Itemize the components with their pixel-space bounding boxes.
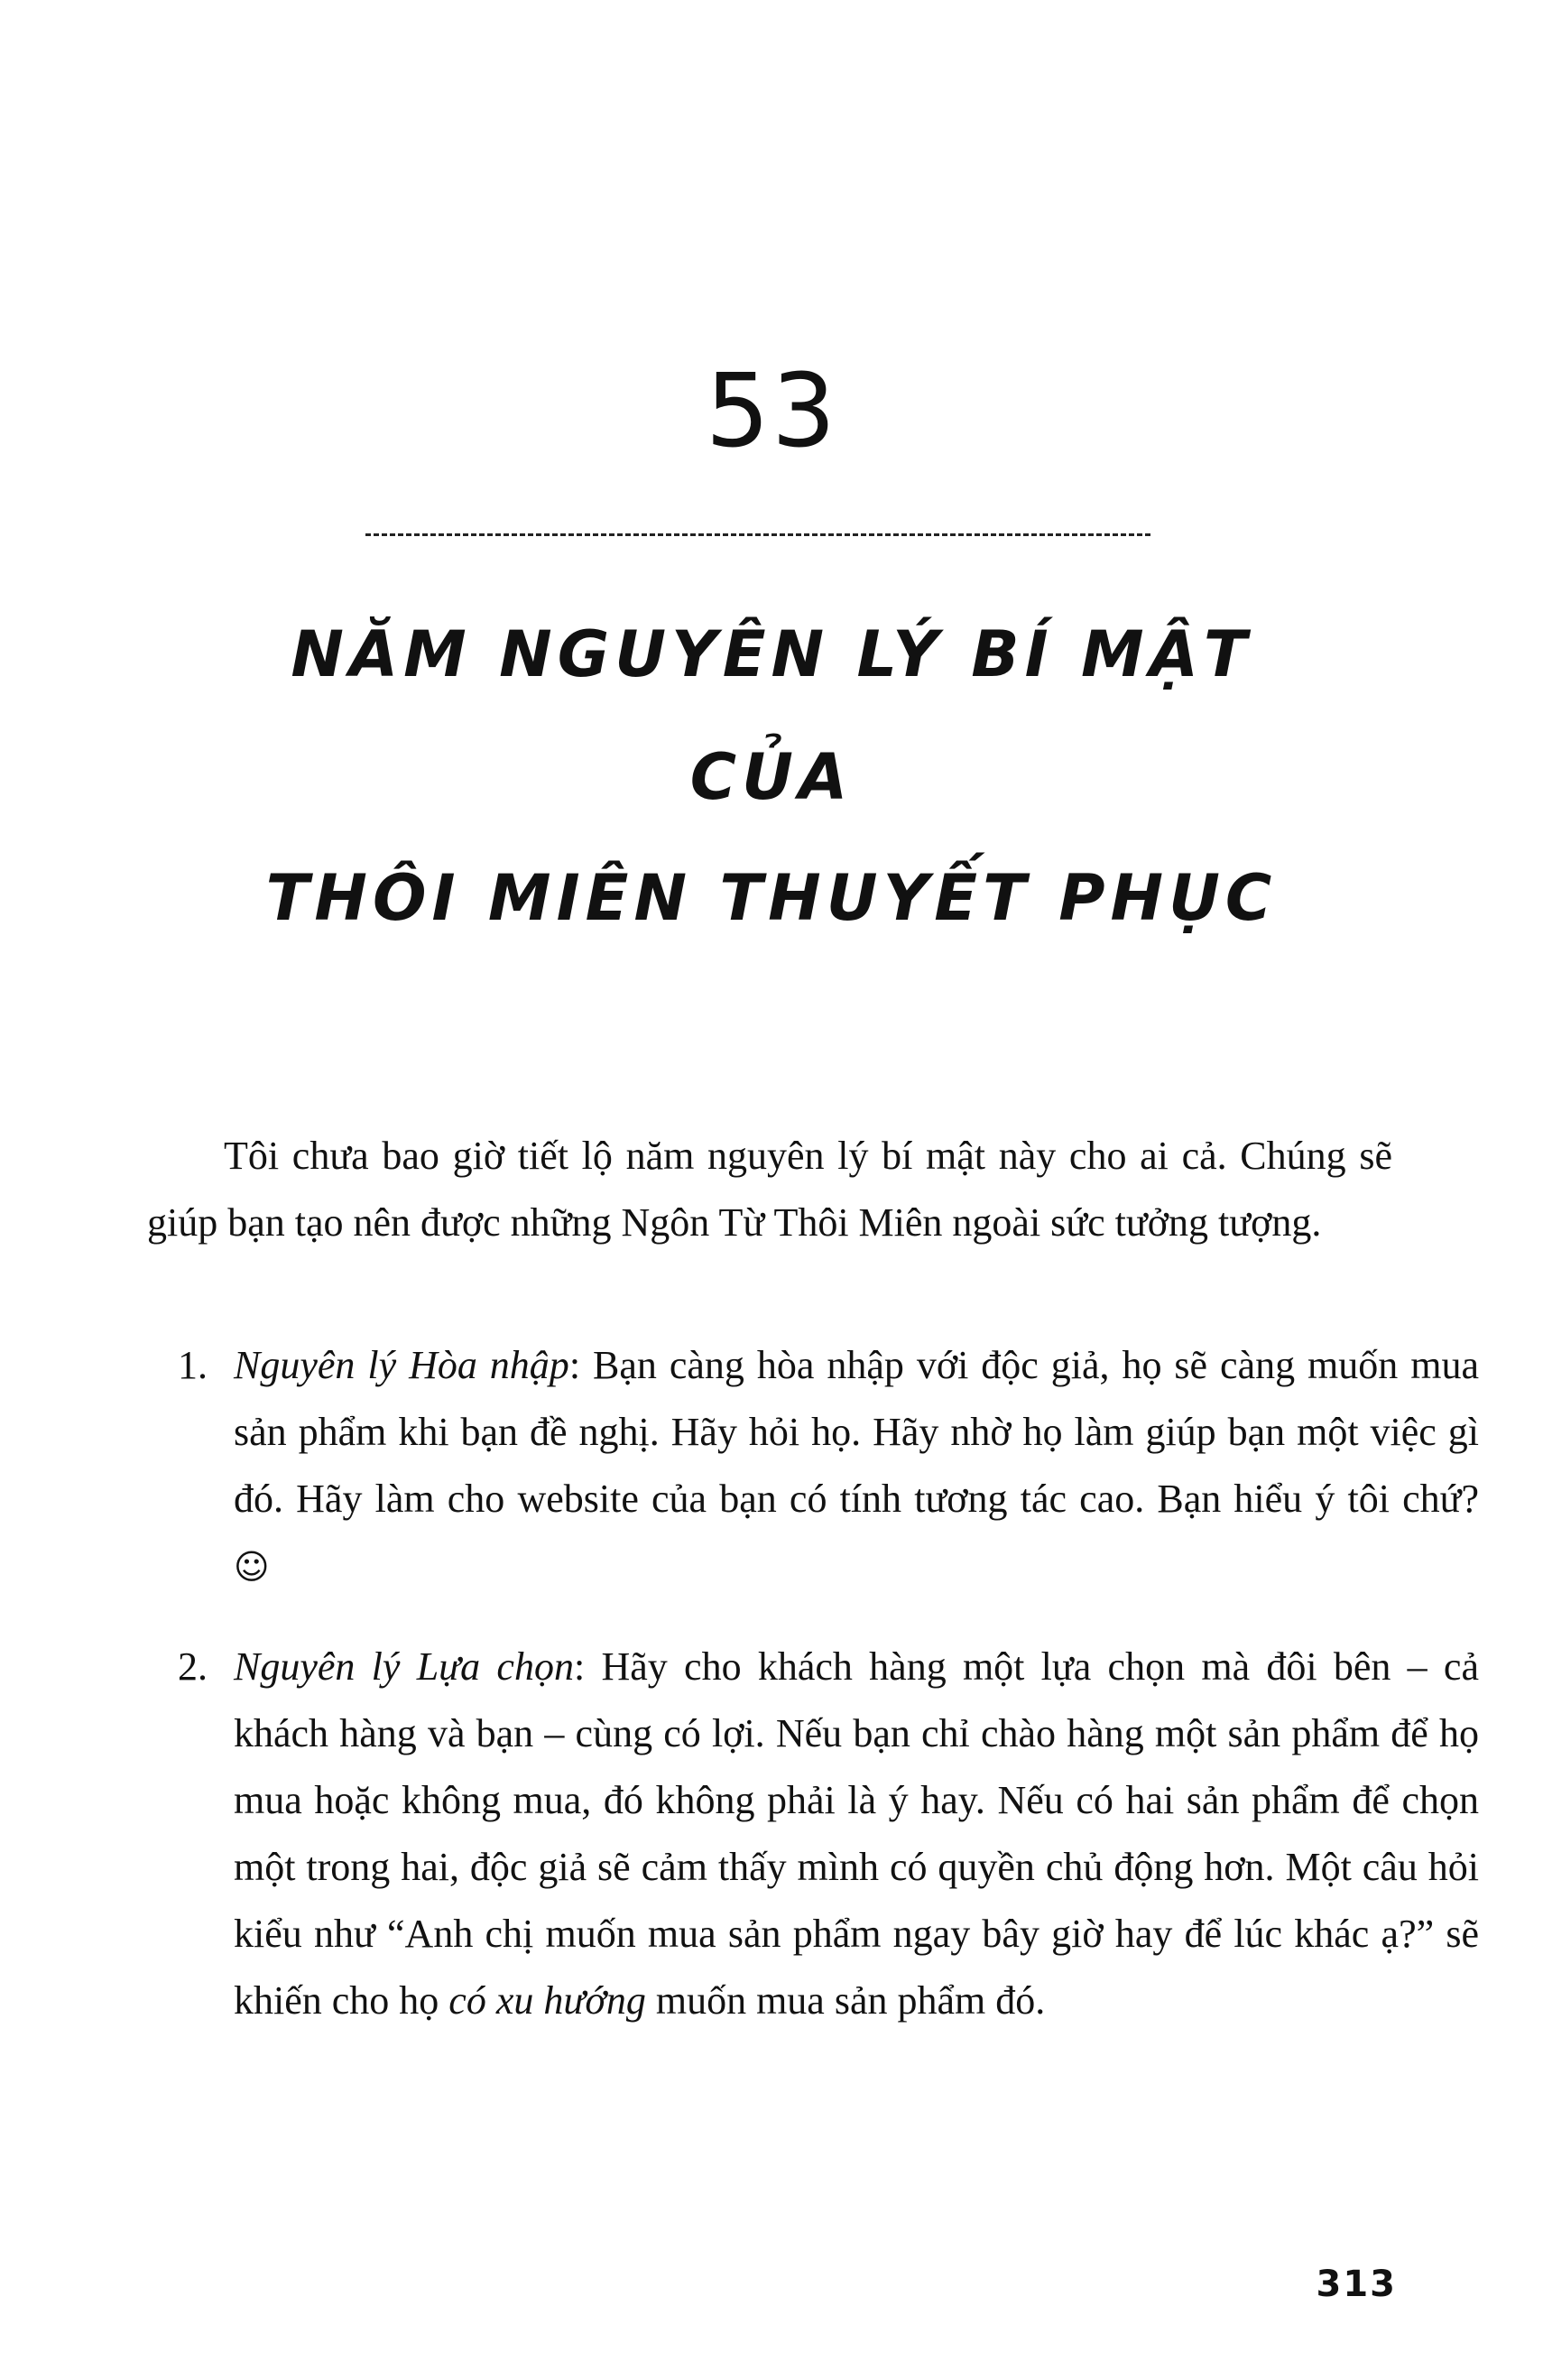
- list-item-emphasis: có xu hướng: [448, 1978, 646, 2023]
- list-item: [147, 1634, 1479, 2034]
- smiley-icon: ☺: [234, 1547, 270, 1587]
- page-number: 313: [1316, 2264, 1397, 2305]
- list-item-text: : Bạn càng hòa nhập với độc giả, họ sẽ càng muốn mua sản phẩm khi bạn đề nghị. Hãy hỏi họ. Hãy nhờ họ làm giúp bạn một việc gì đó. Hãy làm cho website của bạn có tính tương tác cao. Bạn hiểu ý tôi chứ?: [234, 1343, 1479, 1521]
- list-item-text: : Hãy cho khách hàng một lựa chọn mà đôi bên – cả khách hàng và bạn – cùng có lợi. Nếu bạn chỉ chào hàng một sản phẩm để họ mua hoặc không mua, đó không phải là ý hay. Nếu có hai sản phẩm để chọn một trong hai, độc giả sẽ cảm thấy mình có quyền chủ động hơn. Một câu hỏi kiểu như “Anh chị muốn mua sản phẩm ngay bây giờ hay để lúc khác ạ?” sẽ khiến cho họ: [234, 1644, 1479, 2023]
- chapter-number: 53: [705, 353, 838, 470]
- intro-paragraph: Tôi chưa bao giờ tiết lộ năm nguyên lý bí mật này cho ai cả. Chúng sẽ giúp bạn tạo nên được những Ngôn Từ Thôi Miên ngoài sức tưởng tượng.: [147, 1134, 1392, 1245]
- chapter-title-line-1: NĂM NGUYÊN LÝ BÍ MẬT: [291, 617, 1252, 691]
- chapter-divider: [365, 533, 1150, 536]
- list-item-number: 1.: [178, 1343, 208, 1387]
- chapter-title-line-3: THÔI MIÊN THUYẾT PHỤC: [265, 861, 1278, 935]
- chapter-title-line-2: CỦA: [689, 740, 854, 814]
- list-item-term: Nguyên lý Hòa nhập: [234, 1343, 569, 1387]
- list-item: [147, 1332, 1479, 1600]
- list-item-term: Nguyên lý Lựa chọn: [234, 1644, 574, 1689]
- list-item-text-end: muốn mua sản phẩm đó.: [645, 1978, 1046, 2023]
- list-item-number: 2.: [178, 1644, 208, 1689]
